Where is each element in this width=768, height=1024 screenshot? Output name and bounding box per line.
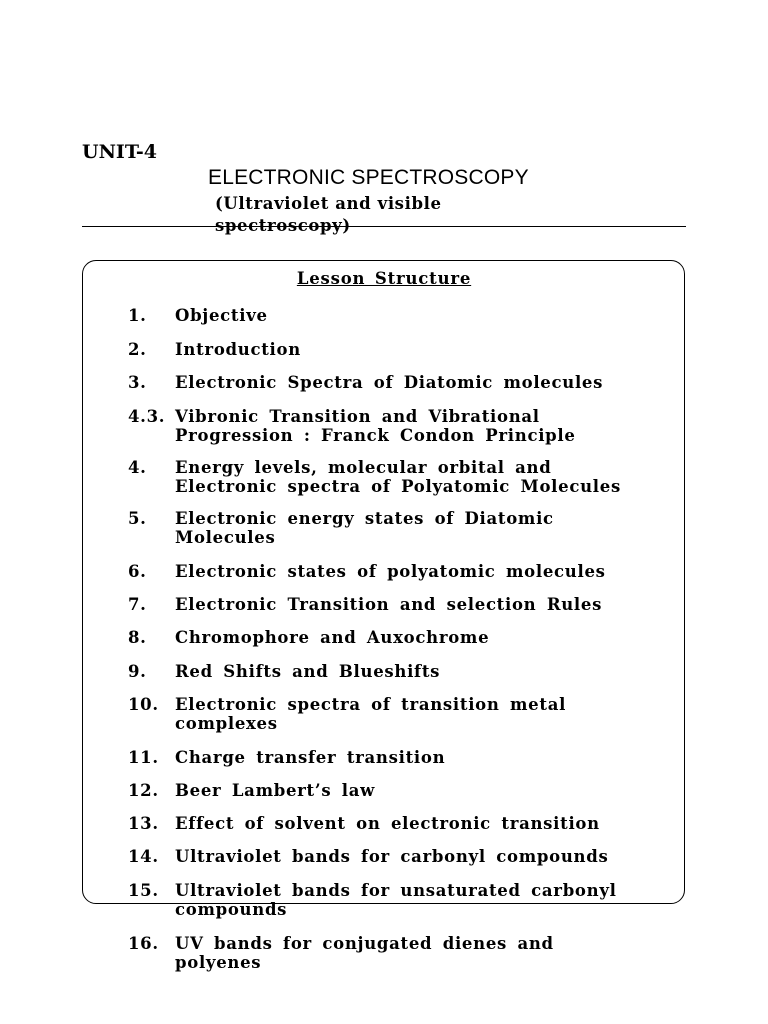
list-item-number: 15. bbox=[128, 881, 159, 900]
list-item-text: Electronic spectra of transition metal complexes bbox=[175, 695, 567, 733]
list-item-number: 9. bbox=[128, 662, 147, 681]
list-item-text: Electronic states of polyatomic molecules bbox=[175, 562, 606, 581]
list-item-number: 7. bbox=[128, 595, 147, 614]
list-item-text: Objective bbox=[175, 306, 268, 325]
list-item-text: Charge transfer transition bbox=[175, 748, 446, 767]
list-item-text: Electronic Spectra of Diatomic molecules bbox=[175, 373, 604, 392]
list-item-number: 13. bbox=[128, 814, 159, 833]
list-item-number: 14. bbox=[128, 847, 159, 866]
lesson-structure-heading: Lesson Structure bbox=[296, 269, 472, 288]
list-item-number: 5. bbox=[128, 509, 147, 528]
list-item-text: UV bands for conjugated dienes and polyenes bbox=[175, 934, 554, 972]
list-item-text: Beer Lambert’s law bbox=[175, 781, 376, 800]
list-item-text: Chromophore and Auxochrome bbox=[175, 628, 490, 647]
list-item-text: Ultraviolet bands for unsaturated carbonyl compounds bbox=[175, 881, 617, 919]
list-item-number: 4. bbox=[128, 458, 147, 477]
unit-label: UNIT-4 bbox=[82, 141, 157, 163]
list-item-text: Vibronic Transition and Vibrational Progression : Franck Condon Principle bbox=[175, 407, 576, 445]
list-item-number: 12. bbox=[128, 781, 159, 800]
list-item-text: Effect of solvent on electronic transition bbox=[175, 814, 600, 833]
list-item-number: 8. bbox=[128, 628, 147, 647]
list-item-text: Energy levels, molecular orbital and Electronic spectra of Polyatomic Molecules bbox=[175, 458, 621, 496]
list-item-text: Ultraviolet bands for carbonyl compounds bbox=[175, 847, 609, 866]
list-item-number: 4.3. bbox=[128, 407, 166, 426]
list-item-number: 3. bbox=[128, 373, 147, 392]
list-item-text: Introduction bbox=[175, 340, 301, 359]
list-item-number: 11. bbox=[128, 748, 159, 767]
page-subtitle: (Ultraviolet and visible spectroscopy) bbox=[215, 194, 442, 235]
list-item-number: 16. bbox=[128, 934, 159, 953]
list-item-number: 1. bbox=[128, 306, 147, 325]
list-item-text: Electronic energy states of Diatomic Molecules bbox=[175, 509, 554, 547]
list-item-text: Electronic Transition and selection Rules bbox=[175, 595, 603, 614]
page-title: ELECTRONIC SPECTROSCOPY bbox=[208, 166, 529, 189]
list-item-number: 6. bbox=[128, 562, 147, 581]
list-item-text: Red Shifts and Blueshifts bbox=[175, 662, 441, 681]
list-item-number: 2. bbox=[128, 340, 147, 359]
list-item-number: 10. bbox=[128, 695, 159, 714]
header-divider bbox=[82, 226, 686, 227]
